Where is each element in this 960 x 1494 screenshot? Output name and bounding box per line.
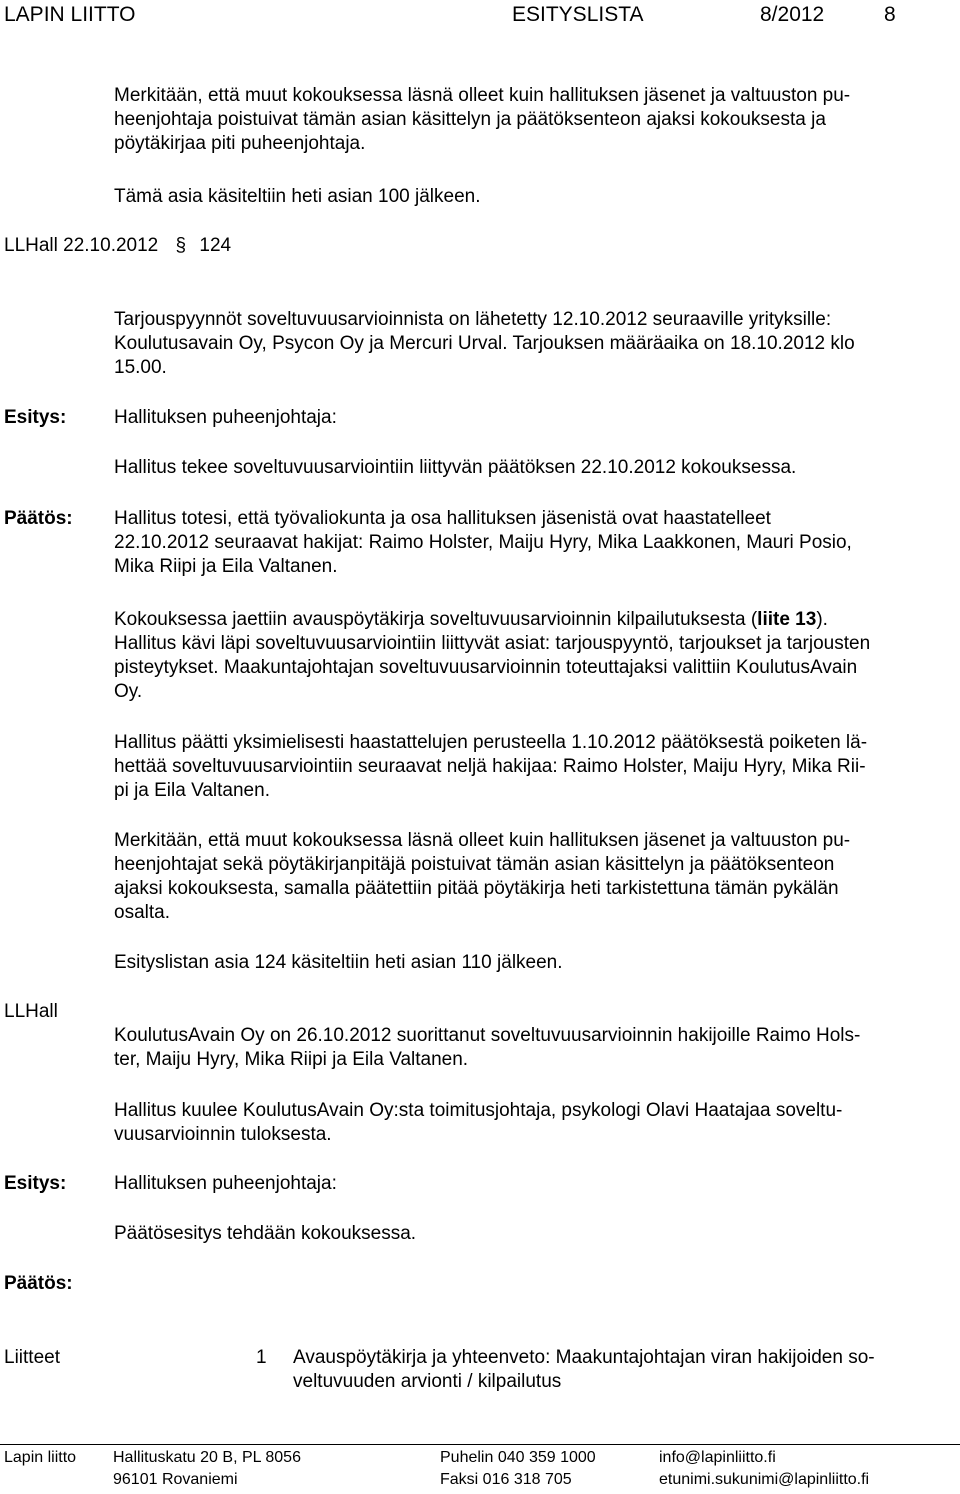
decision-label: Päätös: — [4, 508, 73, 529]
proposal-by: Hallituksen puheenjohtaja: — [114, 407, 337, 428]
footer-phone: Puhelin 040 359 1000 — [440, 1449, 596, 1466]
attachment-title-line: Avauspöytäkirja ja yhteenveto: Maakuntajohtajan viran hakijoiden so- — [293, 1347, 875, 1368]
header-doc-number: 8/2012 — [760, 3, 825, 26]
text-line: pöytäkirjaa piti puheenjohtaja. — [114, 133, 366, 154]
item-reference — [4, 234, 231, 258]
header-page-number: 8 — [884, 3, 896, 26]
text-line: KoulutusAvain Oy on 26.10.2012 suorittanut soveltuvuusarvioinnin hakijoille Raimo Hols- — [114, 1025, 861, 1046]
llhall-label: LLHall — [4, 1001, 58, 1022]
text-line: Merkitään, että muut kokouksessa läsnä olleet kuin hallituksen jäsenet ja valtuuston pu- — [114, 830, 851, 851]
text-line: Tarjouspyynnöt soveltuvuusarvioinnista on lähetetty 12.10.2012 seuraaville yrityksille: — [114, 309, 832, 330]
text-line: Hallitus päätti yksimielisesti haastattelujen perusteella 1.10.2012 päätöksestä poiketen lä- — [114, 732, 868, 753]
proposal-text: Päätösesitys tehdään kokouksessa. — [114, 1223, 417, 1244]
text-line: Merkitään, että muut kokouksessa läsnä olleet kuin hallituksen jäsenet ja valtuuston pu- — [114, 85, 851, 106]
item-number: 124 — [199, 235, 232, 256]
footer-fax: Faksi 016 318 705 — [440, 1471, 572, 1488]
text-line: pisteytykset. Maakuntajohtajan soveltuvuusarvioinnin toteuttajaksi valittiin KoulutusAvain — [114, 657, 858, 678]
text-line: 22.10.2012 seuraavat hakijat: Raimo Holster, Maiju Hyry, Mika Laakkonen, Mauri Posio, — [114, 532, 852, 553]
text-line: osalta. — [114, 902, 170, 923]
text-line: Koulutusavain Oy, Psycon Oy ja Mercuri Urval. Tarjouksen määräaika on 18.10.2012 klo — [114, 333, 855, 354]
footer-address-line-1: Hallituskatu 20 B, PL 8056 — [113, 1449, 301, 1466]
attachment-title-line: veltuvuuden arvionti / kilpailutus — [293, 1371, 562, 1392]
text-line: Hallitus totesi, että työvaliokunta ja osa hallituksen jäsenistä ovat haastatelleet — [114, 508, 771, 529]
text-line: vuusarvioinnin tuloksesta. — [114, 1124, 332, 1145]
item-meeting-ref: LLHall 22.10.2012 — [4, 235, 159, 256]
text-line: heenjohtajat sekä pöytäkirjanpitäjä poistuivat tämän asian käsittelyn ja päätöksenteon — [114, 854, 835, 875]
text-line: ajaksi kokouksesta, samalla päätettiin pitää pöytäkirja heti tarkistettuna tämän pykälän — [114, 878, 839, 899]
text-line: Oy. — [114, 681, 143, 702]
text-line: hettää soveltuvuusarviointiin seuraavat neljä hakijaa: Raimo Holster, Maiju Hyry, Mika Rii- — [114, 756, 866, 777]
text-line: pi ja Eila Valtanen. — [114, 780, 270, 801]
proposal-label: Esitys: — [4, 1173, 67, 1194]
section-symbol: § — [175, 235, 187, 256]
text-line: Mika Riipi ja Eila Valtanen. — [114, 556, 338, 577]
text-line: heenjohtaja poistuivat tämän asian käsittelyn ja päätöksenteon ajaksi kokouksesta ja — [114, 109, 826, 130]
footer-org: Lapin liitto — [4, 1449, 77, 1466]
header-doc-type: ESITYSLISTA — [512, 3, 644, 26]
footer-address-line-2: 96101 Rovaniemi — [113, 1471, 238, 1488]
text-fragment: Kokouksessa jaettiin avauspöytäkirja soveltuvuusarvioinnin kilpailutuksesta ( — [114, 609, 758, 630]
text-line: ter, Maiju Hyry, Mika Riipi ja Eila Valtanen. — [114, 1049, 469, 1070]
decision-paragraph-5: Esityslistan asia 124 käsiteltiin heti asian 110 jälkeen. — [114, 952, 563, 973]
attachments-label: Liitteet — [4, 1347, 60, 1368]
proposal-by: Hallituksen puheenjohtaja: — [114, 1173, 337, 1194]
intro-handled-note: Tämä asia käsiteltiin heti asian 100 jälkeen. — [114, 186, 481, 207]
text-line — [114, 608, 828, 632]
attachment-number: 1 — [256, 1347, 267, 1368]
footer-email-general: info@lapinliitto.fi — [659, 1449, 776, 1466]
text-line: Hallitus kävi läpi soveltuvuusarviointiin liittyvät asiat: tarjouspyyntö, tarjoukset ja tarjousten — [114, 633, 871, 654]
proposal-text: Hallitus tekee soveltuvuusarviointiin liittyvän päätöksen 22.10.2012 kokouksessa. — [114, 457, 797, 478]
footer-divider — [0, 1444, 960, 1445]
proposal-label: Esitys: — [4, 407, 67, 428]
decision-label: Päätös: — [4, 1273, 73, 1294]
header-org: LAPIN LIITTO — [4, 3, 136, 26]
text-fragment: ). — [816, 609, 828, 630]
text-line: Hallitus kuulee KoulutusAvain Oy:sta toimitusjohtaja, psykologi Olavi Haatajaa soveltu- — [114, 1100, 843, 1121]
attachment-reference: liite 13 — [757, 609, 817, 630]
footer-email-personal: etunimi.sukunimi@lapinliitto.fi — [659, 1471, 870, 1488]
text-line: 15.00. — [114, 357, 167, 378]
